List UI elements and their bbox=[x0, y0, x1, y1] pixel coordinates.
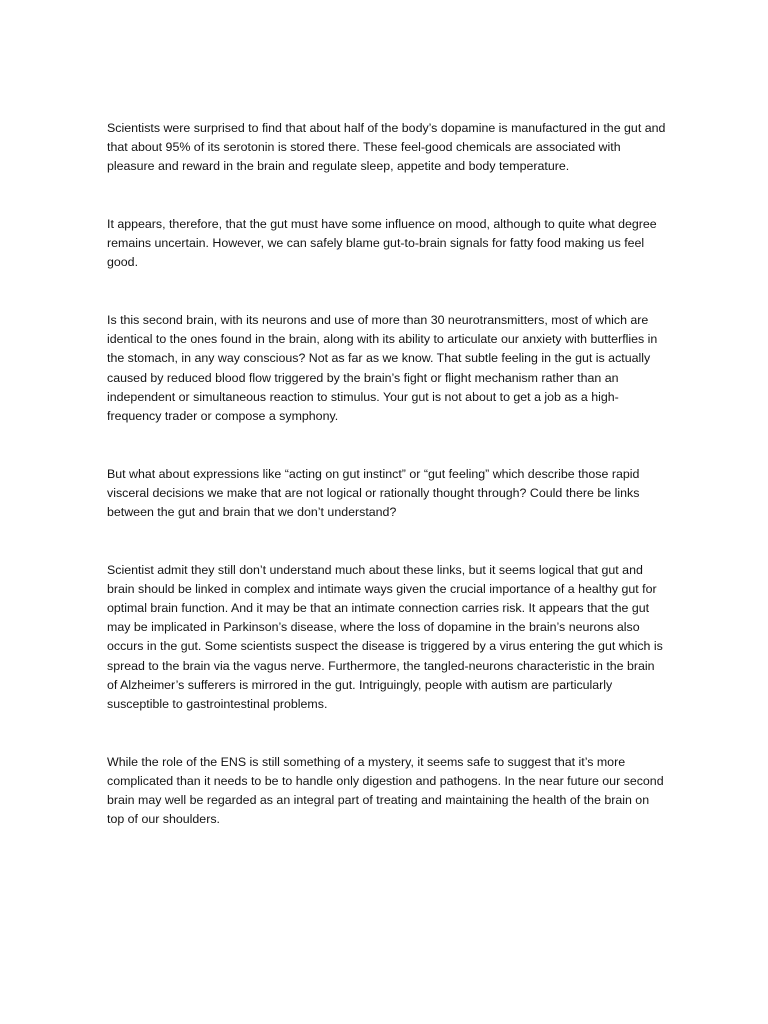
paragraph-gut-brain-links: Scientist admit they still don’t understand much about these links, but it seems logical that gut and brain should be linked in complex and intimate ways given the crucial importance of a healthy gut for optimal brain function. And it may be that an intimate connection carries risk. It appears that the gut may be implicated in Parkinson’s disease, where the loss of dopamine in the brain’s neurons also occurs in the gut. Some scientists suspect the disease is triggered by a virus entering the gut which is spread to the brain via the vagus nerve. Furthermore, the tangled-neurons characteristic in the brain of Alzheimer’s sufferers is mirrored in the gut. Intriguingly, people with autism are particularly susceptible to gastrointestinal problems. bbox=[107, 562, 663, 712]
document-body bbox=[107, 119, 667, 868]
paragraph-dopamine-serotonin: Scientists were surprised to find that about half of the body’s dopamine is manufactured in the gut and that about 95% of its serotonin is stored there. These feel-good chemicals are associated with pleasure and reward in the brain and regulate sleep, appetite and body temperature. bbox=[107, 121, 666, 174]
paragraph-gut-mood: It appears, therefore, that the gut must have some influence on mood, although to quite what degree remains uncertain. However, we can safely blame gut-to-brain signals for fatty food making us feel good. bbox=[107, 217, 657, 270]
paragraph-ens-conclusion: While the role of the ENS is still something of a mystery, it seems safe to suggest that it’s more complicated than it needs to be to handle only digestion and pathogens. In the near future our second brain may well be regarded as an integral part of treating and maintaining the health of the brain on top of our shoulders. bbox=[107, 754, 664, 827]
paragraph-second-brain-conscious: Is this second brain, with its neurons and use of more than 30 neurotransmitters, most of which are identical to the ones found in the brain, along with its ability to articulate our anxiety with butterflies in the stomach, in any way conscious? Not as far as we know. That subtle feeling in the gut is actually caused by reduced blood flow triggered by the brain’s fight or flight mechanism rather than an independent or simultaneous reaction to stimulus. Your gut is not about to get a job as a high-frequency trader or compose a symphony. bbox=[107, 313, 658, 424]
paragraph-gut-instinct: But what about expressions like “acting on gut instinct” or “gut feeling” which describe those rapid visceral decisions we make that are not logical or rationally thought through? Could there be links between the gut and brain that we don’t understand? bbox=[107, 466, 640, 520]
